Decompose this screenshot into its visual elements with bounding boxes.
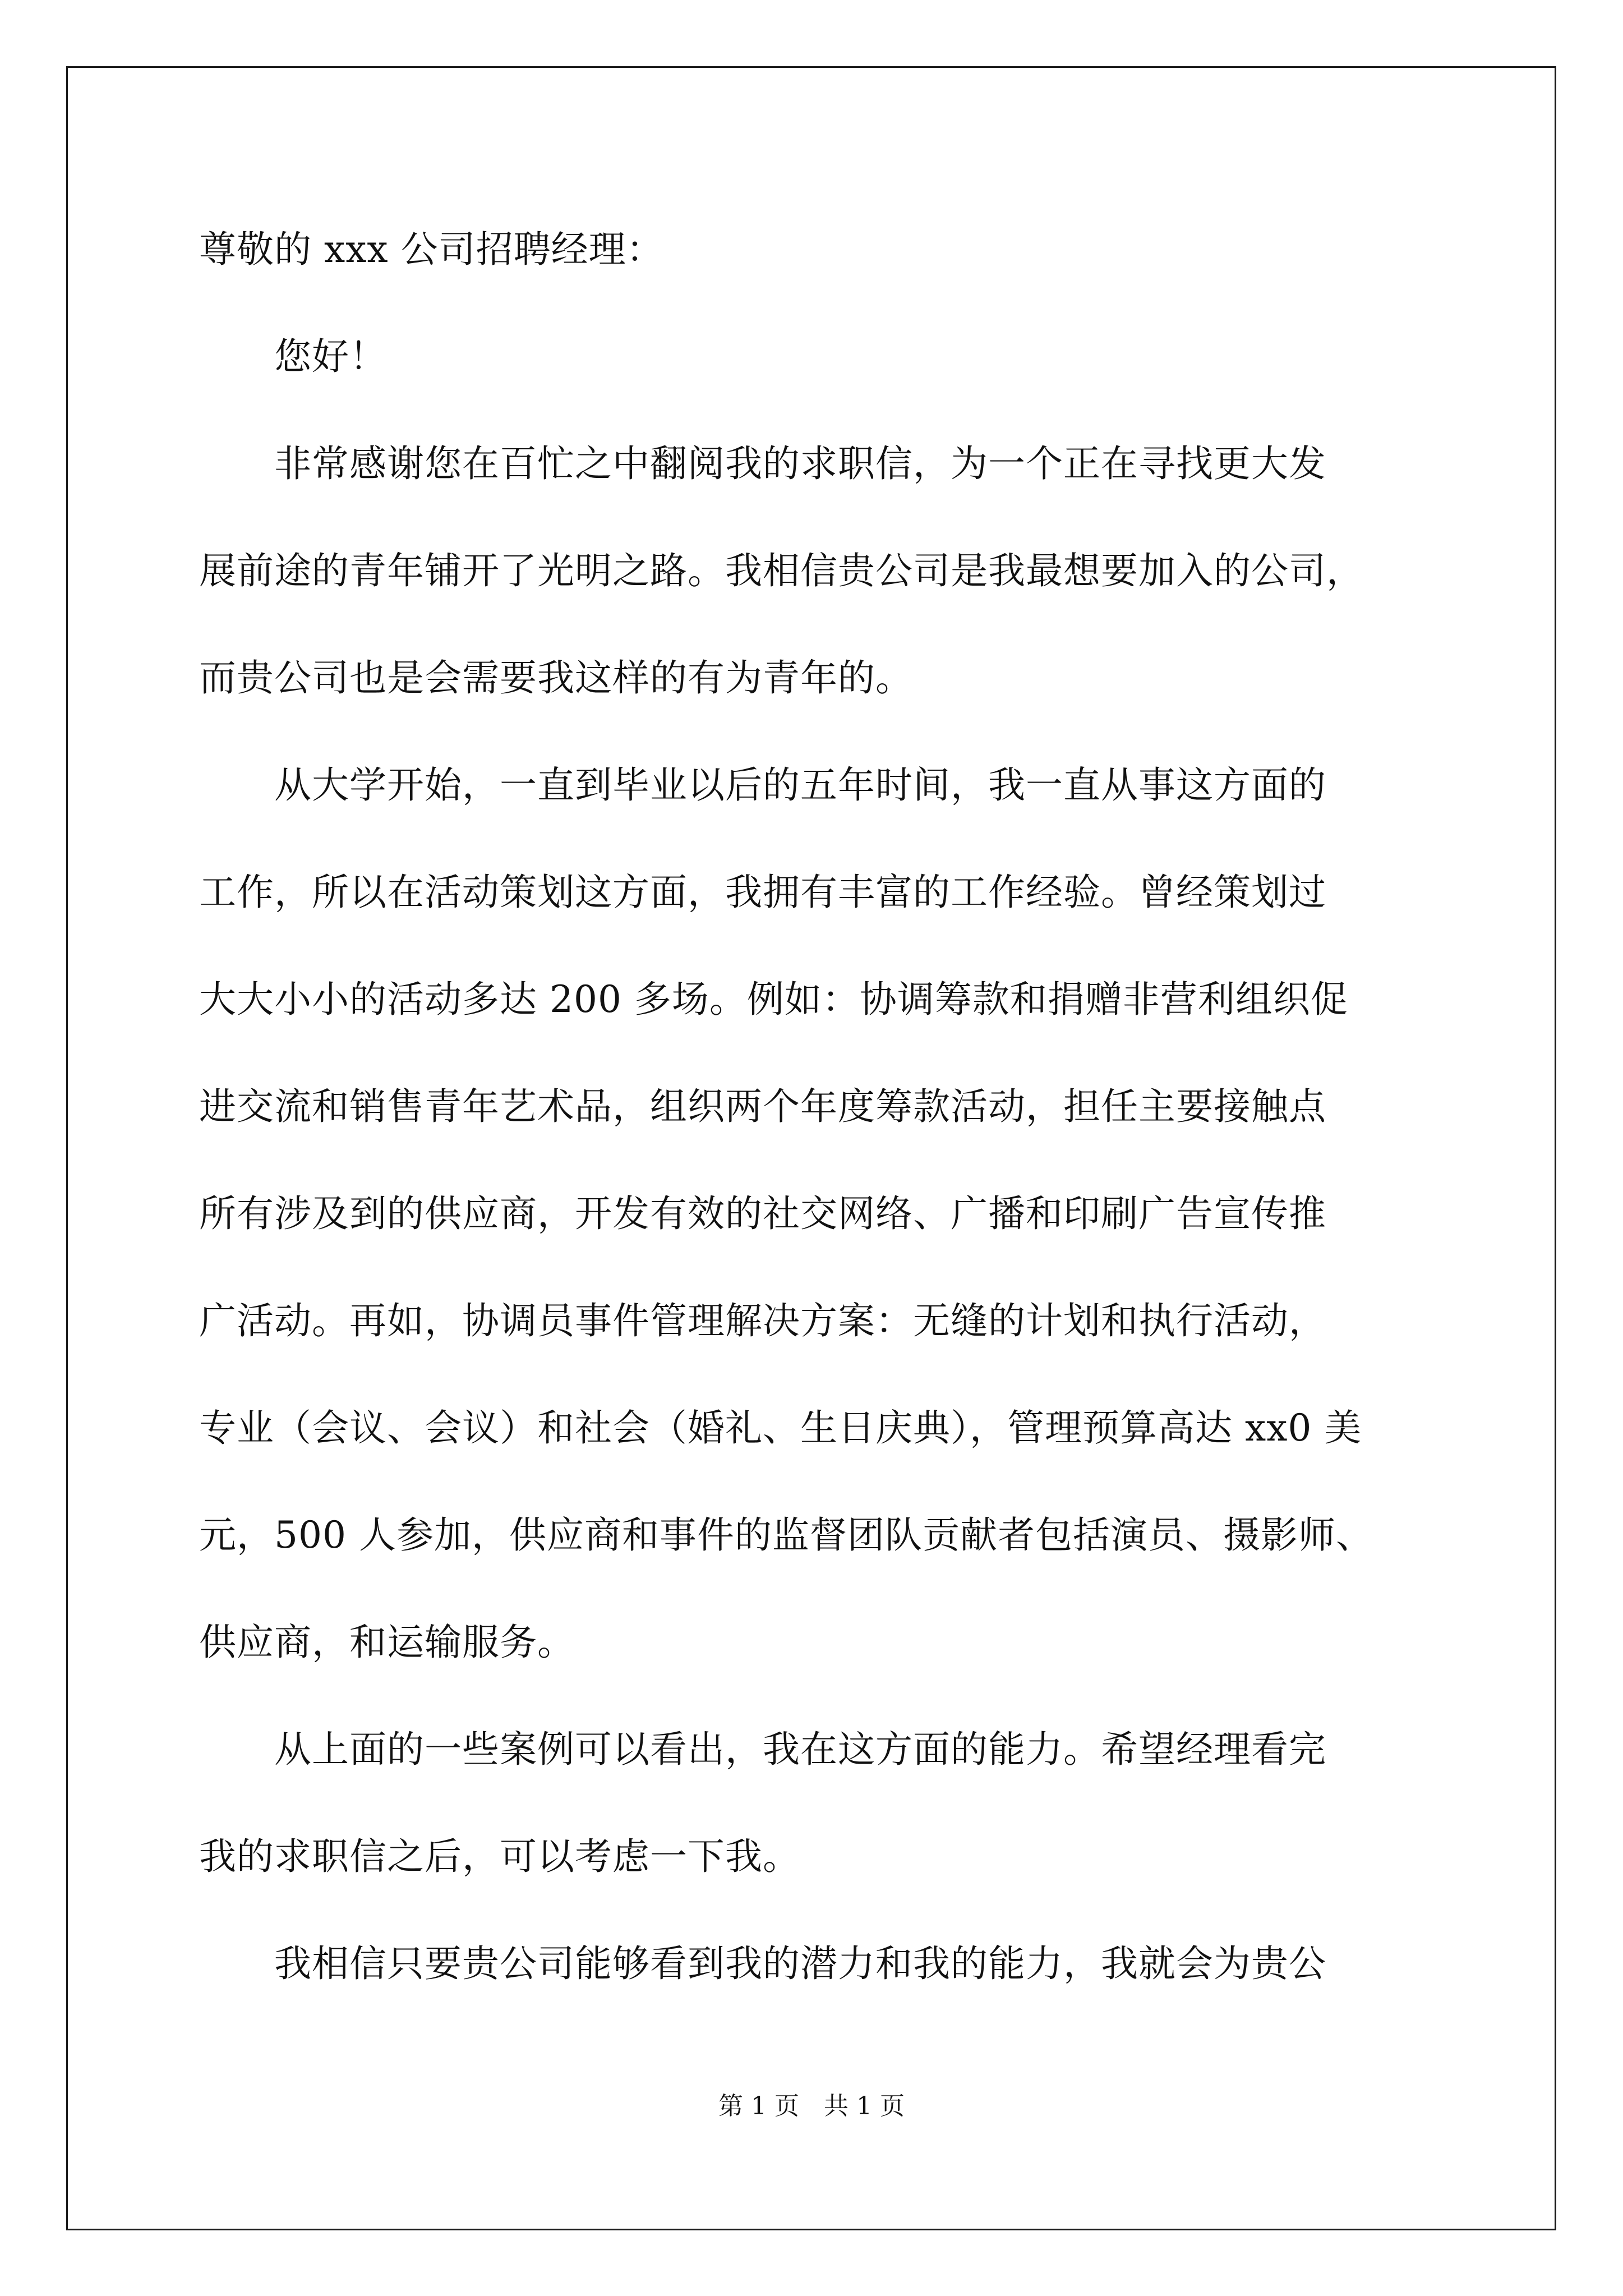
paragraph-line: 我相信只要贵公司能够看到我的潜力和我的能力，我就会为贵公	[199, 1942, 1326, 1985]
paragraph-line: 从大学开始，一直到毕业以后的五年时间，我一直从事这方面的	[199, 763, 1326, 807]
paragraph-line: 大大小小的活动多达 200 多场。例如：协调筹款和捐赠非营利组织促	[199, 978, 1348, 1021]
paragraph-line: 非常感谢您在百忙之中翻阅我的求职信，为一个正在寻找更大发	[199, 442, 1326, 485]
page-footer: 第 1 页 共 1 页	[718, 2092, 905, 2120]
page-border	[66, 66, 1556, 2230]
paragraph-line: 我的求职信之后，可以考虑一下我。	[199, 1835, 800, 1878]
paragraph-line: 专业（会议、会议）和社会（婚礼、生日庆典），管理预算高达 xx0 美	[199, 1406, 1362, 1450]
paragraph-line: 广活动。再如，协调员事件管理解决方案：无缝的计划和执行活动，	[199, 1299, 1326, 1342]
paragraph-line: 展前途的青年铺开了光明之路。我相信贵公司是我最想要加入的公司，	[199, 549, 1364, 592]
paragraph-line: 而贵公司也是会需要我这样的有为青年的。	[199, 656, 913, 700]
paragraph-line: 进交流和销售青年艺术品，组织两个年度筹款活动，担任主要接触点	[199, 1085, 1326, 1128]
salutation-line: 尊敬的 xxx 公司招聘经理：	[199, 228, 664, 271]
paragraph-line: 工作，所以在活动策划这方面，我拥有丰富的工作经验。曾经策划过	[199, 871, 1326, 914]
paragraph-line: 从上面的一些案例可以看出，我在这方面的能力。希望经理看完	[199, 1728, 1326, 1771]
greeting-line: 您好！	[199, 335, 387, 378]
paragraph-line: 元，500 人参加，供应商和事件的监督团队贡献者包括演员、摄影师、	[199, 1513, 1373, 1557]
paragraph-line: 供应商，和运输服务。	[199, 1621, 575, 1664]
paragraph-line: 所有涉及到的供应商，开发有效的社交网络、广播和印刷广告宣传推	[199, 1192, 1326, 1235]
